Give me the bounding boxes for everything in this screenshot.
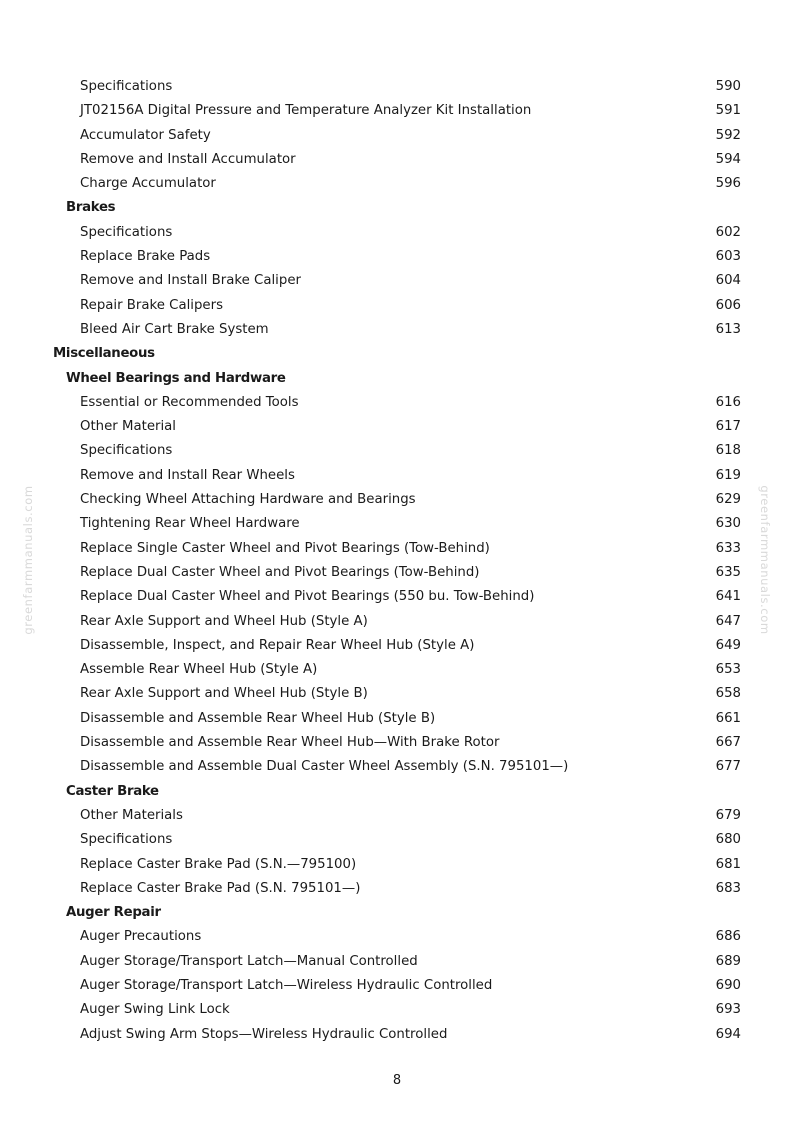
toc-entry-page: 602 (715, 224, 741, 240)
toc-entry[interactable] (0, 634, 794, 658)
table-of-contents (0, 75, 794, 1047)
toc-entry-page: 635 (715, 564, 741, 580)
toc-entry-page: 690 (715, 977, 741, 993)
toc-entry-page: 630 (715, 516, 741, 532)
toc-entry-page: 680 (715, 832, 741, 848)
toc-entry[interactable] (0, 221, 794, 245)
toc-section-heading (0, 367, 794, 391)
toc-section-heading (0, 901, 794, 925)
toc-entry-title: Remove and Install Rear Wheels (80, 467, 295, 483)
toc-entry[interactable] (0, 731, 794, 755)
toc-entry-page: 661 (715, 710, 741, 726)
toc-entry-title: Checking Wheel Attaching Hardware and Bearings (80, 492, 416, 508)
toc-entry-title: Specifications (80, 832, 173, 848)
toc-entry-title: Specifications (80, 79, 173, 94)
toc-entry-title: Disassemble and Assemble Rear Wheel Hub (Style B) (80, 710, 436, 726)
toc-entry-title: Rear Axle Support and Wheel Hub (Style A) (80, 613, 368, 629)
toc-entry-title: Adjust Swing Arm Stops—Wireless Hydraulic Controlled (80, 1026, 448, 1042)
toc-entry[interactable] (0, 269, 794, 293)
toc-entry[interactable] (0, 877, 794, 901)
toc-entry-title: Auger Storage/Transport Latch—Manual Controlled (80, 953, 418, 969)
toc-entry-page: 686 (715, 929, 741, 945)
toc-entry-page: 603 (715, 249, 741, 265)
toc-entry-title: Auger Repair (66, 905, 161, 921)
toc-entry-title: Charge Accumulator (80, 176, 216, 192)
toc-entry[interactable] (0, 439, 794, 463)
toc-section-heading (0, 342, 794, 366)
toc-entry-title: Brakes (66, 200, 116, 216)
toc-entry-title: Replace Brake Pads (80, 249, 211, 265)
toc-entry-page: 604 (715, 273, 741, 289)
toc-entry[interactable] (0, 245, 794, 269)
watermark-left: greenfarmmanuals.com (21, 485, 35, 635)
toc-entry[interactable] (0, 828, 794, 852)
toc-entry[interactable] (0, 658, 794, 682)
toc-entry-title: Remove and Install Accumulator (80, 151, 296, 167)
toc-entry-title: Other Materials (80, 807, 183, 823)
page-number: 8 (392, 1073, 402, 1088)
toc-entry-page: 629 (715, 492, 741, 508)
toc-entry[interactable] (0, 318, 794, 342)
toc-entry-title: Replace Dual Caster Wheel and Pivot Bearings (550 bu. Tow-Behind) (80, 589, 535, 605)
toc-entry-title: Accumulator Safety (80, 127, 211, 143)
toc-entry-title: Replace Single Caster Wheel and Pivot Bearings (Tow-Behind) (80, 540, 490, 556)
toc-entry-title: Bleed Air Cart Brake System (80, 321, 269, 337)
toc-entry-page: 596 (715, 176, 741, 192)
toc-entry-title: Miscellaneous (53, 346, 155, 362)
toc-entry[interactable] (0, 925, 794, 949)
toc-entry-page: 679 (715, 807, 741, 823)
toc-entry[interactable] (0, 1023, 794, 1047)
toc-section-heading (0, 780, 794, 804)
toc-entry[interactable] (0, 415, 794, 439)
toc-entry-page: 594 (715, 151, 741, 167)
watermark-right: greenfarmmanuals.com (758, 485, 772, 635)
toc-entry[interactable] (0, 853, 794, 877)
toc-entry-title: Disassemble and Assemble Rear Wheel Hub—With Brake Rotor (80, 735, 500, 751)
toc-entry[interactable] (0, 804, 794, 828)
toc-entry-page: 694 (715, 1026, 741, 1042)
toc-section-heading (0, 196, 794, 220)
toc-entry-title: Auger Precautions (80, 929, 202, 945)
toc-entry-page: 592 (715, 127, 741, 143)
toc-entry[interactable] (0, 998, 794, 1022)
toc-entry-page: 606 (715, 297, 741, 313)
toc-entry[interactable] (0, 75, 794, 99)
toc-entry-page: 618 (715, 443, 741, 459)
toc-entry-page: 613 (715, 321, 741, 337)
toc-entry-title: Essential or Recommended Tools (80, 394, 299, 410)
toc-entry-title: Disassemble, Inspect, and Repair Rear Wheel Hub (Style A) (80, 637, 475, 653)
toc-entry-title: Wheel Bearings and Hardware (66, 370, 286, 386)
toc-entry[interactable] (0, 488, 794, 512)
toc-entry-page: 683 (715, 880, 741, 896)
toc-entry-page: 619 (715, 467, 741, 483)
toc-entry-page: 647 (715, 613, 741, 629)
toc-entry-page: 649 (715, 637, 741, 653)
toc-entry[interactable] (0, 294, 794, 318)
toc-entry[interactable] (0, 391, 794, 415)
toc-entry[interactable] (0, 585, 794, 609)
toc-entry-title: Caster Brake (66, 783, 159, 799)
toc-entry-page: 617 (715, 419, 741, 435)
toc-entry[interactable] (0, 755, 794, 779)
toc-entry[interactable] (0, 124, 794, 148)
toc-entry[interactable] (0, 974, 794, 998)
toc-entry-title: Replace Caster Brake Pad (S.N. 795101—) (80, 880, 361, 896)
toc-entry-page: 658 (715, 686, 741, 702)
toc-entry-title: Auger Swing Link Lock (80, 1002, 230, 1018)
toc-entry-title: Rear Axle Support and Wheel Hub (Style B) (80, 686, 368, 702)
toc-entry-title: Remove and Install Brake Caliper (80, 273, 301, 289)
toc-entry-title: Replace Caster Brake Pad (S.N.—795100) (80, 856, 357, 872)
toc-entry[interactable] (0, 610, 794, 634)
toc-entry-page: 633 (715, 540, 741, 556)
toc-entry-page: 677 (715, 759, 741, 775)
toc-entry-page: 667 (715, 735, 741, 751)
toc-entry-page: 653 (715, 662, 741, 678)
toc-entry-title: Replace Dual Caster Wheel and Pivot Bearings (Tow-Behind) (80, 564, 480, 580)
toc-entry[interactable] (0, 950, 794, 974)
toc-entry-title: Tightening Rear Wheel Hardware (80, 516, 300, 532)
toc-entry-title: Disassemble and Assemble Dual Caster Wheel Assembly (S.N. 795101—) (80, 759, 569, 775)
toc-entry[interactable] (0, 512, 794, 536)
toc-entry-title: Specifications (80, 224, 173, 240)
toc-entry[interactable] (0, 537, 794, 561)
toc-entry-page: 591 (715, 103, 741, 119)
toc-entry-page: 693 (715, 1002, 741, 1018)
toc-entry-page: 681 (715, 856, 741, 872)
toc-entry[interactable] (0, 148, 794, 172)
toc-entry-page: 616 (715, 394, 741, 410)
toc-entry[interactable] (0, 172, 794, 196)
toc-entry[interactable] (0, 464, 794, 488)
toc-entry-title: Repair Brake Calipers (80, 297, 224, 313)
toc-entry-page: 641 (715, 589, 741, 605)
toc-entry[interactable] (0, 99, 794, 123)
toc-entry[interactable] (0, 707, 794, 731)
toc-entry[interactable] (0, 561, 794, 585)
toc-entry-page: 590 (715, 79, 741, 94)
toc-entry-title: Auger Storage/Transport Latch—Wireless Hydraulic Controlled (80, 977, 493, 993)
toc-entry-title: Other Material (80, 419, 176, 435)
toc-entry-page: 689 (715, 953, 741, 969)
toc-entry-title: Specifications (80, 443, 173, 459)
toc-entry-title: Assemble Rear Wheel Hub (Style A) (80, 662, 318, 678)
toc-entry[interactable] (0, 682, 794, 706)
toc-entry-title: JT02156A Digital Pressure and Temperature Analyzer Kit Installation (80, 103, 532, 119)
